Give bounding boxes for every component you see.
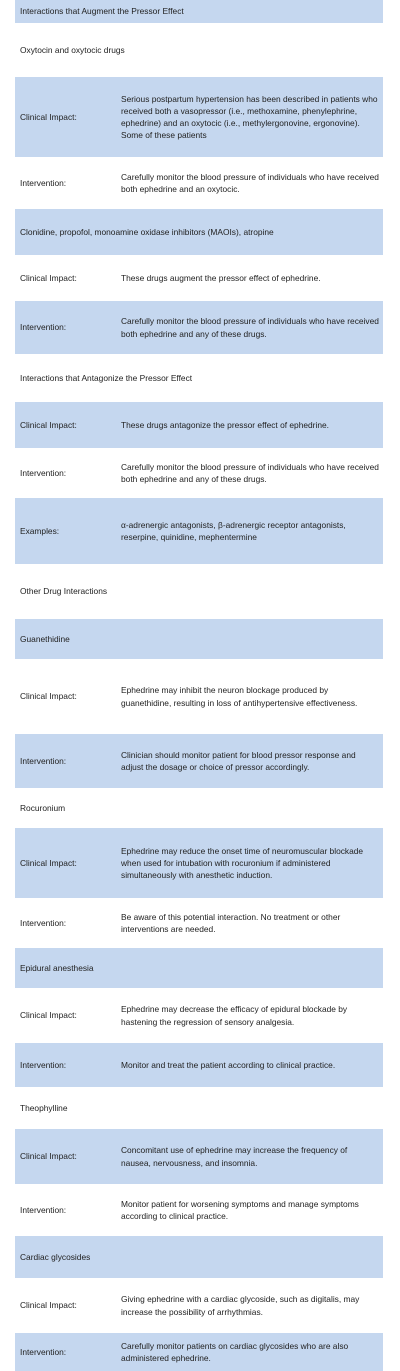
oxytocin-intervention-row: [15, 157, 383, 209]
epidural-clinical-impact-row: [15, 988, 383, 1043]
cardiac-glycosides-intervention-row: [15, 1333, 383, 1371]
antagonize-clinical-impact-row: [15, 402, 383, 448]
row-text: These drugs antagonize the pressor effect of ephedrine.: [121, 419, 329, 430]
antagonize-examples-row: [15, 498, 383, 564]
section-header-text: Other Drug Interactions: [20, 586, 108, 597]
row-label: Clinical Impact:: [20, 111, 77, 122]
section-header-augment-pressor: [15, 0, 383, 23]
row-label: Intervention:: [20, 322, 67, 333]
drug-group-header-oxytocin: [15, 23, 383, 77]
guanethidine-intervention-row: [15, 734, 383, 788]
drug-group-header-text: Rocuronium: [20, 802, 66, 813]
section-header-other-interactions: [15, 564, 383, 619]
drug-group-header-cardiac-glycosides: [15, 1236, 383, 1278]
drug-group-header-theophylline: [15, 1087, 383, 1129]
drug-group-header-text: Clonidine, propofol, monoamine oxidase inhibitors (MAOIs), atropine: [20, 226, 274, 237]
epidural-intervention-row: [15, 1043, 383, 1087]
drug-group-header-epidural: [15, 948, 383, 988]
row-label: Clinical Impact:: [20, 419, 77, 430]
row-text: Ephedrine may decrease the efficacy of epidural blockade by hastening the regression of sensory analgesia.: [121, 1004, 348, 1027]
row-label: Clinical Impact:: [20, 1300, 77, 1311]
row-label: Intervention:: [20, 467, 67, 478]
guanethidine-clinical-impact-row: [15, 659, 383, 734]
clonidine-intervention-row: [15, 301, 383, 354]
row-text: These drugs augment the pressor effect of ephedrine.: [121, 272, 321, 283]
drug-group-header-clonidine: [15, 209, 383, 255]
cardiac-glycosides-clinical-impact-row: [15, 1278, 383, 1333]
row-text: Carefully monitor the blood pressure of individuals who have received both ephedrine and any of these drugs.: [121, 461, 379, 484]
row-label: Intervention:: [20, 917, 67, 928]
drug-interactions-table: [15, 0, 383, 1371]
row-text: Ephedrine may reduce the onset time of neuromuscular blockade when used for intubation with rocuronium if administered simultaneously with anesthetic induction.: [121, 845, 364, 881]
drug-group-header-text: Guanethidine: [20, 633, 70, 644]
row-label: Intervention:: [20, 1204, 67, 1215]
row-text: α-adrenergic antagonists, β-adrenergic receptor antagonists, reserpine, quinidine, mephentermine: [121, 519, 346, 542]
row-text: Monitor and treat the patient according to clinical practice.: [121, 1059, 336, 1070]
section-header-text: Interactions that Augment the Pressor Effect: [20, 6, 184, 17]
clonidine-clinical-impact-row: [15, 255, 383, 301]
row-text: Concomitant use of ephedrine may increase the frequency of nausea, nervousness, and insomnia.: [121, 1145, 348, 1168]
drug-group-header-text: Theophylline: [20, 1102, 68, 1113]
row-label: Intervention:: [20, 1346, 67, 1357]
row-text: Monitor patient for worsening symptoms and manage symptoms according to clinical practice.: [121, 1198, 359, 1221]
row-text: Carefully monitor patients on cardiac glycosides who are also administered ephedrine.: [121, 1340, 349, 1363]
theophylline-clinical-impact-row: [15, 1129, 383, 1184]
row-label: Clinical Impact:: [20, 272, 77, 283]
row-text: Be aware of this potential interaction. No treatment or other interventions are needed.: [121, 911, 341, 934]
oxytocin-clinical-impact-row: [15, 77, 383, 157]
row-label: Examples:: [20, 525, 60, 536]
drug-group-header-text: Cardiac glycosides: [20, 1251, 91, 1262]
section-header-text: Interactions that Antagonize the Pressor Effect: [20, 372, 193, 383]
antagonize-intervention-row: [15, 448, 383, 498]
row-text: Clinician should monitor patient for blood pressor response and adjust the dosage or choice of pressor accordingly.: [121, 749, 356, 772]
rocuronium-clinical-impact-row: [15, 828, 383, 898]
row-text: Giving ephedrine with a cardiac glycoside, such as digitalis, may increase the possibility of arrhythmias.: [121, 1294, 360, 1317]
drug-group-header-rocuronium: [15, 788, 383, 828]
row-text: Ephedrine may inhibit the neuron blockage produced by guanethidine, resulting in loss of antihypertensive effectiveness.: [121, 685, 358, 708]
row-text: Carefully monitor the blood pressure of individuals who have received both ephedrine and an oxytocic.: [121, 171, 379, 194]
row-text: Serious postpartum hypertension has been described in patients who received both a vasopressor (i.e., methoxamine, phenylephrine, ephedrine) and an oxytocic (i.e., methylergonovine, ergonovine). Some of these patients: [121, 93, 378, 141]
rocuronium-intervention-row: [15, 898, 383, 948]
row-label: Clinical Impact:: [20, 1010, 77, 1021]
row-label: Intervention:: [20, 755, 67, 766]
section-header-antagonize-pressor: [15, 354, 383, 402]
row-label: Clinical Impact:: [20, 857, 77, 868]
theophylline-intervention-row: [15, 1184, 383, 1236]
row-label: Intervention:: [20, 177, 67, 188]
drug-group-header-text: Oxytocin and oxytocic drugs: [20, 44, 125, 55]
drug-group-header-guanethidine: [15, 619, 383, 659]
row-text: Carefully monitor the blood pressure of individuals who have received both ephedrine and any of these drugs.: [121, 316, 379, 339]
drug-group-header-text: Epidural anesthesia: [20, 962, 94, 973]
row-label: Intervention:: [20, 1059, 67, 1070]
row-label: Clinical Impact:: [20, 1151, 77, 1162]
row-label: Clinical Impact:: [20, 691, 77, 702]
